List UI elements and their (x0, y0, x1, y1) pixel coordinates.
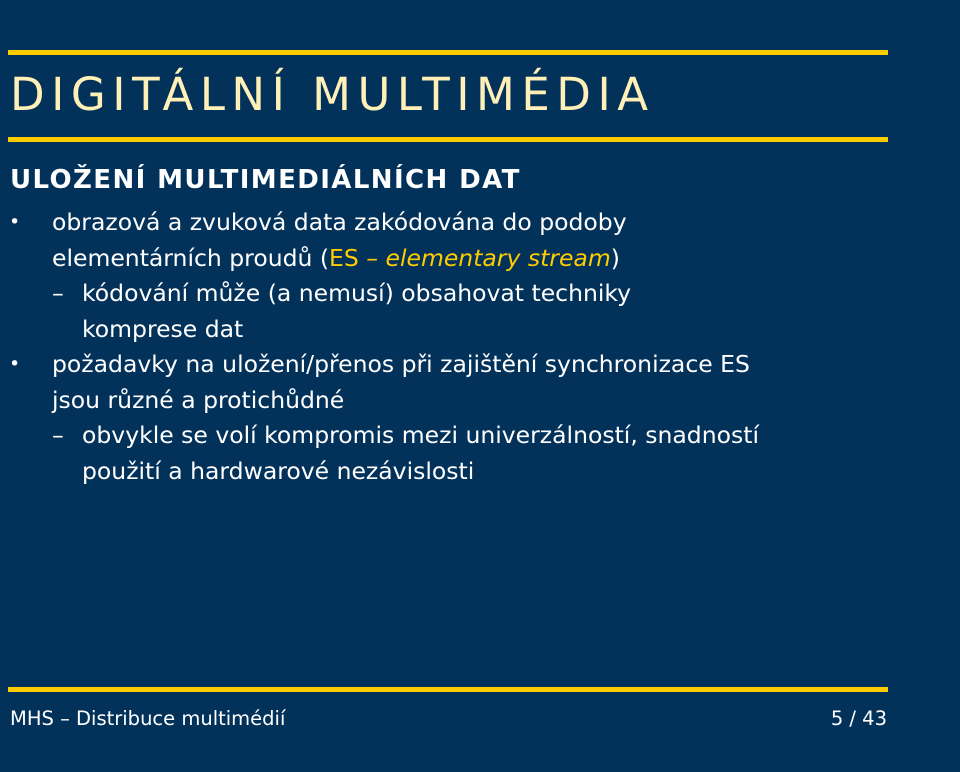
title-underline-rule (8, 137, 888, 142)
bullet-text-line: obrazová a zvuková data zakódována do podoby (52, 208, 627, 236)
text-fragment: ) (610, 243, 620, 272)
bullet-item (0, 347, 960, 418)
sub-bullet-item (0, 418, 960, 489)
bullet-text-line (52, 241, 960, 277)
text-fragment: elementárních proudů ( (52, 243, 330, 272)
es-abbreviation: ES (329, 243, 359, 272)
sub-bullet-text-line: použití a hardwarové nezávislosti (82, 456, 475, 485)
top-rule (8, 50, 888, 55)
sub-bullet-item (0, 276, 960, 347)
dash-marker: – (52, 421, 64, 449)
sub-bullet-text-line: obvykle se volí kompromis mezi univerzálností, snadností (82, 421, 759, 449)
bullet-marker: • (9, 353, 21, 375)
bullet-text-line: jsou různé a protichůdné (52, 385, 345, 414)
sub-bullet-text-line: komprese dat (82, 314, 244, 343)
slide-content (0, 205, 960, 489)
bullet-item (0, 205, 960, 276)
slide-title: DIGITÁLNÍ MULTIMÉDIA (10, 68, 655, 121)
footer-course-title: MHS – Distribuce multimédií (10, 707, 286, 730)
section-title: ULOŽENÍ MULTIMEDIÁLNÍCH DAT (10, 165, 521, 195)
footer-rule (8, 687, 888, 692)
bullet-marker: • (9, 211, 21, 233)
es-expansion: – elementary stream (358, 243, 611, 272)
page-number: 5 / 43 (830, 707, 887, 730)
bullet-text-line: požadavky na uložení/přenos při zajištění synchronizace ES (52, 350, 750, 378)
sub-bullet-text-line: kódování může (a nemusí) obsahovat techniky (82, 279, 632, 307)
dash-marker: – (52, 279, 64, 307)
